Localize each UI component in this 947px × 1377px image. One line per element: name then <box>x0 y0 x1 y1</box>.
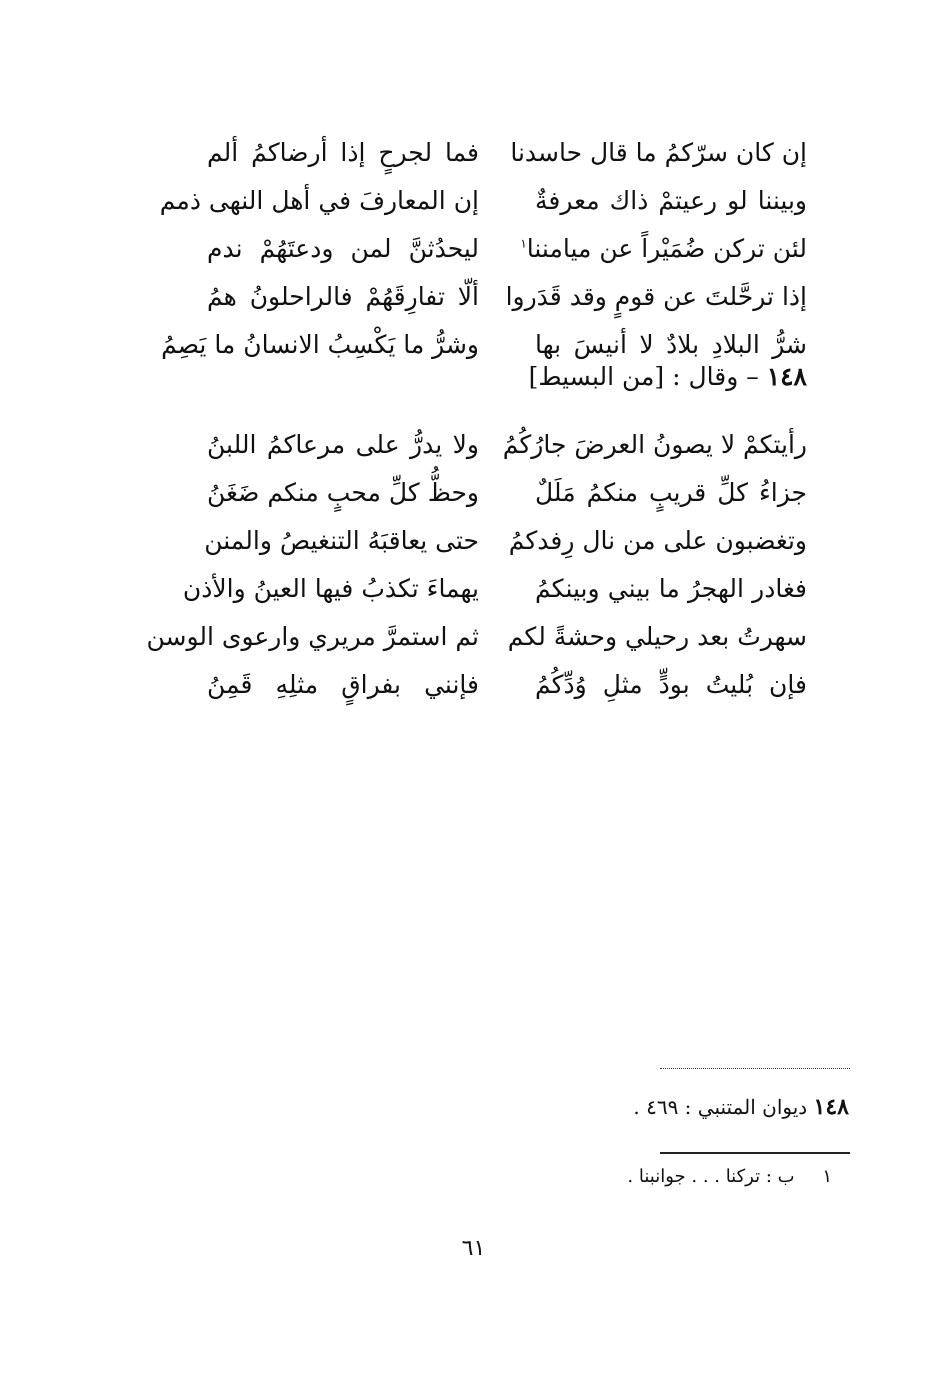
footnote <box>627 1166 832 1187</box>
poem-section-2 <box>146 420 807 708</box>
first-hemistich: إذا ترحَّلتَ عن قومٍ وقد قَدَروا <box>505 281 807 311</box>
hemistich-text: لئن تركن ضُمَيْراً عن ميامننا <box>526 233 807 263</box>
poem-heading-text: – وقال : [من البسيط] <box>528 362 759 391</box>
second-hemistich: فما لجرحٍ إذا أرضاكمُ ألم <box>207 137 479 167</box>
poem-section-1 <box>159 128 807 368</box>
first-hemistich: وبيننا لو رعيتمْ ذاك معرفةٌ <box>535 185 807 215</box>
first-hemistich: شرُّ البلادِ بلادٌ لا أنيسَ بها <box>535 329 807 359</box>
first-hemistich-with-footnote <box>520 233 807 263</box>
source-note-number: ١٤٨ <box>813 1094 849 1120</box>
page-number: ٦١ <box>461 1236 486 1261</box>
poem-number: ١٤٨ <box>766 362 807 391</box>
second-hemistich: ألّا تفارِقَهُمْ فالراحلونُ همُ <box>207 281 479 311</box>
source-note <box>633 1094 849 1120</box>
verse-line <box>182 564 807 612</box>
second-hemistich: ليحدُثنَّ لمن ودعتَهُمْ ندم <box>207 233 479 263</box>
verse-line <box>207 468 807 516</box>
footnote-number: ١ <box>822 1166 832 1187</box>
dotted-divider <box>660 1068 850 1069</box>
verse-line <box>207 128 807 176</box>
footnote-text: ب : تركنا . . . جوانبنا . <box>627 1166 795 1187</box>
verse-line <box>159 176 807 224</box>
footnote-divider <box>660 1152 850 1154</box>
verse-line <box>207 224 807 272</box>
first-hemistich: إن كان سرّكمُ ما قال حاسدنا <box>510 137 807 167</box>
second-hemistich: وشرُّ ما يَكْسِبُ الانسانُ ما يَصِمُ <box>161 329 479 359</box>
verse-line <box>207 272 807 320</box>
verse-line <box>207 660 807 708</box>
second-hemistich: يهماءَ تكذبُ فيها العينُ والأذن <box>182 573 479 603</box>
first-hemistich: وتغضبون على من نال رِفدكمُ <box>508 525 807 555</box>
footnote-marker: ١ <box>520 236 527 251</box>
first-hemistich: رأيتكمْ لا يصونُ العرضَ جارُكُمُ <box>502 429 807 459</box>
poem-heading <box>529 362 807 391</box>
first-hemistich: جزاءُ كلِّ قريبٍ منكمُ مَلَلٌ <box>535 477 807 507</box>
first-hemistich: سهرتُ بعد رحيلي وحشةً لكم <box>507 621 807 651</box>
second-hemistich: ثم استمرَّ مريري وارعوى الوسن <box>146 621 479 651</box>
second-hemistich: ولا يدرُّ على مرعاكمُ اللبنُ <box>207 429 479 459</box>
first-hemistich: فغادر الهجرُ ما بيني وبينكمُ <box>535 573 807 603</box>
verse-line <box>207 420 807 468</box>
verse-line <box>204 516 807 564</box>
second-hemistich: وحظُّ كلِّ محبٍ منكم ضَغَنُ <box>207 477 479 507</box>
verse-line <box>161 320 807 368</box>
second-hemistich: إن المعارفَ في أهل النهى ذمم <box>159 185 479 215</box>
second-hemistich: حتى يعاقبَهُ التنغيصُ والمنن <box>204 525 479 555</box>
source-note-text: ديوان المتنبي : ٤٦٩ . <box>633 1095 808 1119</box>
second-hemistich: فإنني بفراقٍ مثلِهِ قَمِنُ <box>207 669 479 699</box>
first-hemistich: فإن بُليتُ بودٍّ مثلِ وُدِّكُمُ <box>535 669 807 699</box>
verse-line <box>146 612 807 660</box>
